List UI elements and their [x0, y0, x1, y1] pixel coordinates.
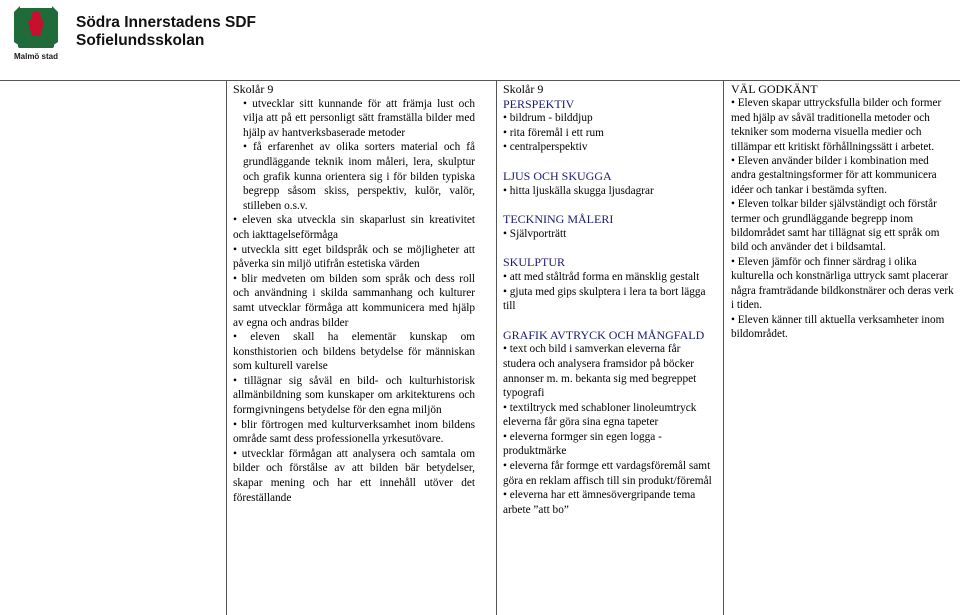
bullet-item: • få erfarenhet av olika sorters material och få grundläggande teknik inom måleri, lera, skulptur och grafik kunna orientera sig i för bilden typiska begrepp såsom skiss, perspektiv, kulör, valör, stilleben o.s.v.	[233, 140, 475, 213]
bullet-item: • utvecklar sitt kunnande för att främja lust och vilja att på ett personligt sätt framställa bilder med hjälp av hantverksbaserade metoder	[233, 97, 475, 141]
bullet-item: • Eleven tolkar bilder självständigt och förstår termer och grundläggande begrepp inom bildområdet samt har tillägnat sig ett språk om bild och använder det i bildsamtal.	[731, 197, 955, 255]
bullet-item: • Eleven jämför och finner särdrag i olika kulturella och konstnärliga uttryck samt placerar några framträdande bildkonstnärer och deras verk i tiden.	[731, 255, 955, 313]
bullet-item: • eleverna formger sin egen logga - produktmärke	[503, 430, 715, 459]
column-val-godkant	[731, 82, 955, 341]
column-divider	[723, 80, 724, 615]
school-name	[76, 14, 256, 50]
section-heading: TECKNING MÅLERI	[503, 212, 614, 227]
bullet-item: • bildrum - bilddjup	[503, 111, 715, 126]
bullet-item: • tillägnar sig såväl en bild- och kulturhistorisk allmänbildning som kunskaper om arkitekturens och formgivningens betydelse för den egna miljön	[233, 374, 475, 418]
page-header	[0, 0, 960, 80]
column-divider	[496, 80, 497, 615]
bullet-item: • eleven ska utveckla sin skaparlust sin kreativitet och iakttagelseförmåga	[233, 213, 475, 242]
table-top-border	[0, 80, 960, 81]
column-divider	[226, 80, 227, 615]
column-heading: Skolår 9	[233, 82, 274, 96]
bullet-item: • Självporträtt	[503, 227, 715, 242]
bullet-item: • utvecklar förmågan att analysera och samtala om bilder och förstålse av att bilden bär betydelser, skapar mening och har ett innehåll utöver det föreställande	[233, 447, 475, 505]
bullet-item: • Eleven använder bilder i kombination med andra gestaltningsformer för att kommunicera idéer och tankar i bestämda syften.	[731, 154, 955, 197]
bullet-item: • textiltryck med schabloner linoleumtryck eleverna får göra sina egna tapeter	[503, 401, 715, 430]
column-skolar-9-content	[503, 82, 715, 517]
section-heading: PERSPEKTIV	[503, 96, 575, 111]
bullet-item: • eleverna har ett ämnesövergripande tema arbete ”att bo”	[503, 488, 715, 517]
section-heading: SKULPTUR	[503, 255, 566, 270]
bullet-item: • gjuta med gips skulptera i lera ta bort lägga till	[503, 285, 715, 314]
bullet-item: • hitta ljuskälla skugga ljusdagrar	[503, 184, 715, 199]
column-heading: Skolår 9	[503, 82, 544, 96]
section-heading: LJUS OCH SKUGGA	[503, 168, 612, 183]
bullet-item: • centralperspektiv	[503, 140, 715, 155]
bullet-item: • Eleven skapar uttrycksfulla bilder och former med hjälp av såväl traditionella metoder och tekniker som moderna visuella medier och tillämpar ett kritiskt förhållningssätt i arbetet.	[731, 96, 955, 154]
bullet-item: • blir medveten om bilden som språk och dess roll och användning i skilda sammanhang och kulturer samt utvecklar förmåga att kommunicera med hjälp av egna och andras bilder	[233, 272, 475, 330]
curriculum-table	[0, 80, 960, 615]
bullet-item: • eleverna får formge ett vardagsföremål samt göra en reklam affisch till sin produkt/föremål	[503, 459, 715, 488]
bullet-item: • Eleven känner till aktuella verksamheter inom bildområdet.	[731, 313, 955, 342]
bullet-item: • rita föremål i ett rum	[503, 126, 715, 141]
school-line-2: Sofielundsskolan	[76, 32, 205, 49]
bullet-item: • utveckla sitt eget bildspråk och se möjligheter att påverka sin miljö utifrån estetiska värden	[233, 243, 475, 272]
column-heading: VÄL GODKÄNT	[731, 82, 818, 96]
bullet-item: • blir förtrogen med kulturverksamhet inom bildens område samt dess professionella yrkesutövare.	[233, 418, 475, 447]
bullet-item: • eleven skall ha elementär kunskap om konsthistorien och bildens betydelse för människan som kulturell varelse	[233, 330, 475, 374]
school-line-1: Södra Innerstadens SDF	[76, 14, 257, 31]
logo-caption: Malmö stad	[13, 52, 58, 61]
bullet-item: • text och bild i samverkan eleverna får studera och analysera framsidor på böcker annonser m. m. bekanta sig med begreppet typografi	[503, 342, 715, 400]
column-skolar-9-goals	[233, 82, 475, 505]
bullet-item: • att med ståltråd forma en mänsklig gestalt	[503, 270, 715, 285]
section-heading: GRAFIK AVTRYCK OCH MÅNGFALD	[503, 327, 705, 342]
